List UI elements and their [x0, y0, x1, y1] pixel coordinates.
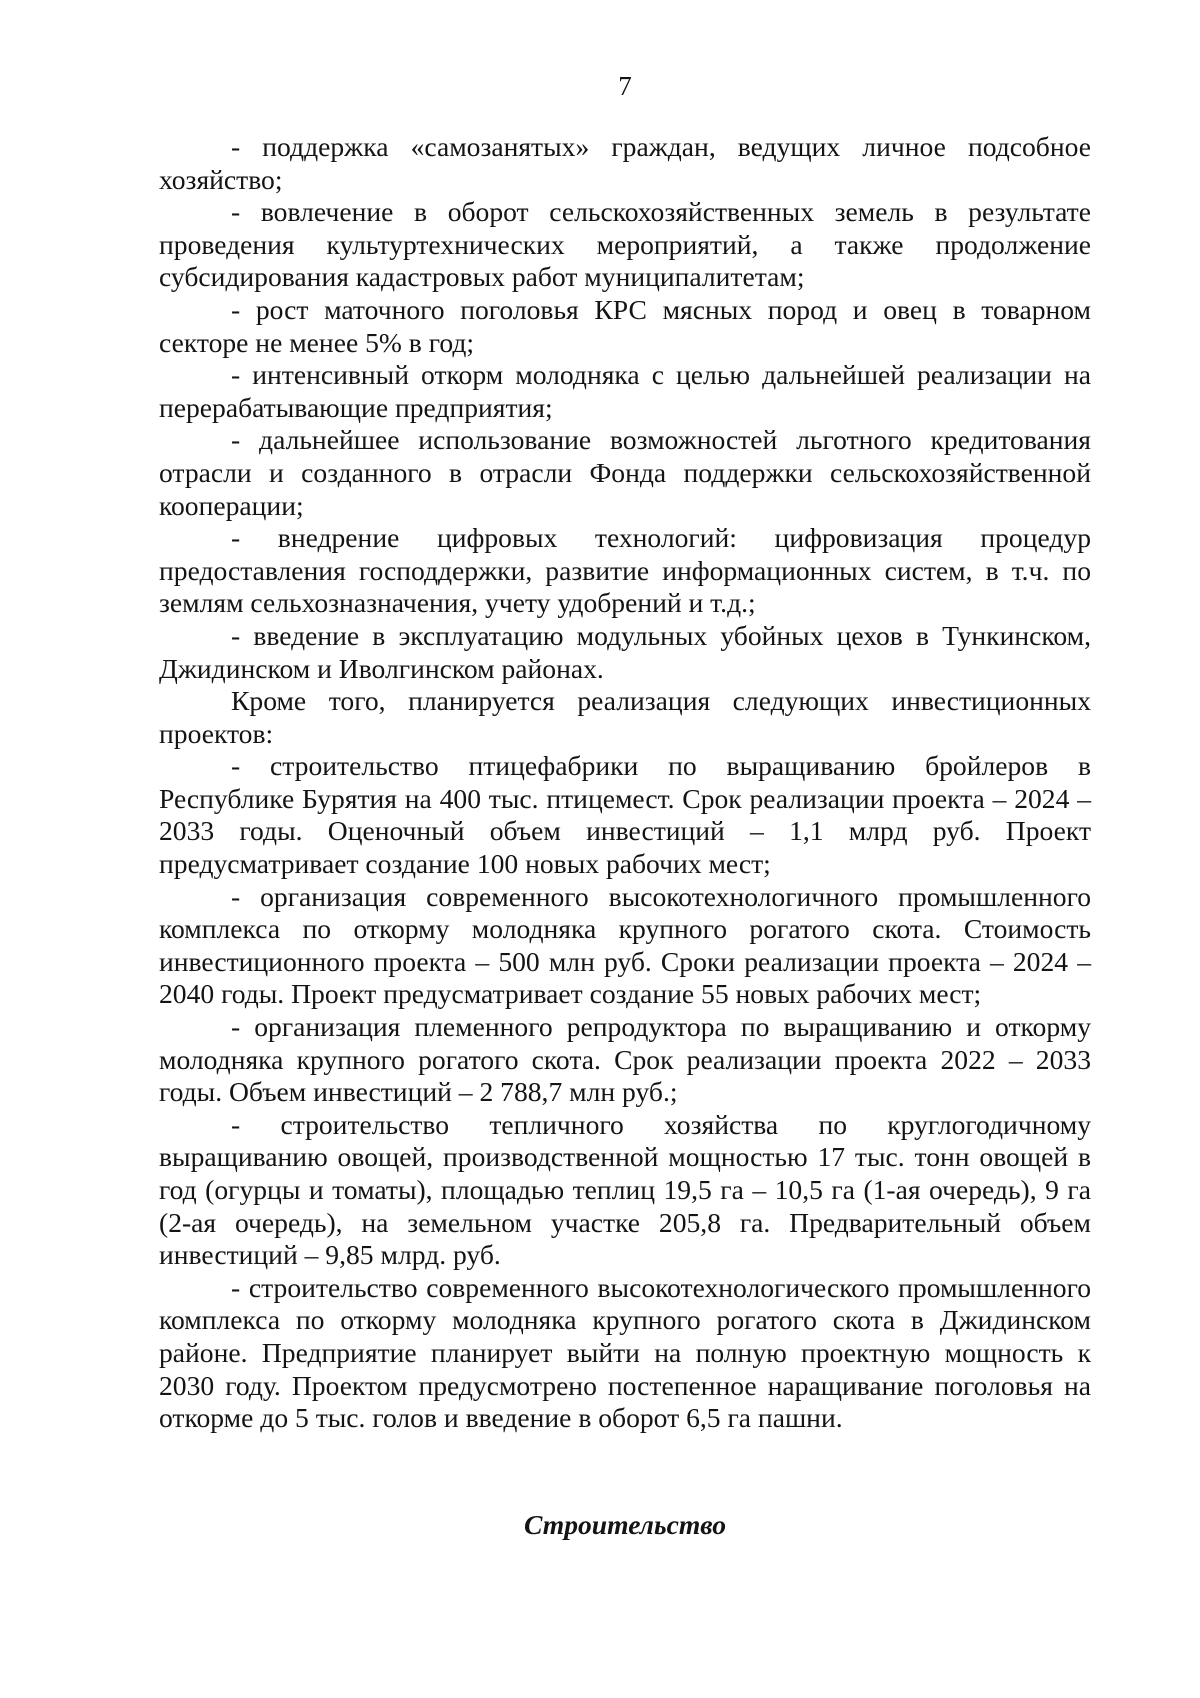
paragraph-slaughter-shops: - введение в эксплуатацию модульных убойных цехов в Тункинском, Джидинском и Иволгинском районах. — [159, 619, 1091, 684]
paragraph-self-employed-support: - поддержка «самозанятых» граждан, ведущих личное подсобное хозяйство; — [159, 131, 1091, 195]
paragraph-digital-technologies: - внедрение цифровых технологий: цифровизация процедур предоставления господдержки, развитие информационных систем, в т.ч. по землям сельхозназначения, учету удобрений и т.д.; — [159, 522, 1091, 619]
paragraph-intensive-fattening: - интенсивный откорм молодняка с целью дальнейшей реализации на перерабатывающие предприятия; — [159, 359, 1091, 423]
paragraph-breeding-reproducer: - организация племенного репродуктора по выращиванию и откорму молодняка крупного рогатого скота. Срок реализации проекта 2022 – 2033 годы. Объем инвестиций – 2 788,7 млн руб.; — [159, 1011, 1091, 1108]
paragraph-preferential-lending: - дальнейшее использование возможностей льготного кредитования отрасли и созданного в отрасли Фонда поддержки сельскохозяйственной кооперации; — [159, 424, 1091, 521]
paragraph-investment-intro: Кроме того, планируется реализация следующих инвестиционных проектов: — [159, 685, 1091, 749]
document-body — [159, 131, 1091, 1435]
paragraph-livestock-growth: - рост маточного поголовья КРС мясных пород и овец в товарном секторе не менее 5% в год; — [159, 293, 1091, 358]
paragraph-dzhida-complex: - строительство современного высокотехнологического промышленного комплекса по откорму молодняка крупного рогатого скота в Джидинском районе. Предприятие планирует выйти на полную проектную мощность к 2030 году. Проектом предусмотрено постепенное наращивание поголовья на откорме до 5 тыс. голов и введение в оборот 6,5 га пашни. — [159, 1271, 1091, 1434]
paragraph-greenhouse: - строительство тепличного хозяйства по круглогодичному выращиванию овощей, производственной мощностью 17 тыс. тонн овощей в год (огурцы и томаты), площадью теплиц 19,5 га – 10,5 га (1-ая очередь), 9 га (2-ая очередь), на земельном участке 205,8 га. Предварительный объем инвестиций – 9,85 млрд. руб. — [159, 1108, 1091, 1271]
paragraph-poultry-farm: - строительство птицефабрики по выращиванию бройлеров в Республике Бурятия на 400 тыс. птицемест. Срок реализации проекта – 2024 – 2033 годы. Оценочный объем инвестиций – 1,1 млрд руб. Проект предусматривает создание 100 новых рабочих мест; — [159, 750, 1091, 880]
section-heading: Строительство — [523, 1509, 727, 1540]
paragraph-land-circulation: - вовлечение в оборот сельскохозяйственных земель в результате проведения культуртехнических мероприятий, а также продолжение субсидирования кадастровых работ муниципалитетам; — [159, 196, 1091, 293]
page-number: 7 — [618, 71, 632, 101]
paragraph-cattle-fattening-complex: - организация современного высокотехнологичного промышленного комплекса по откорму молодняка крупного рогатого скота. Стоимость инвестиционного проекта – 500 млн руб. Сроки реализации проекта – 2024 – 2040 годы. Проект предусматривает создание 55 новых рабочих мест; — [159, 880, 1091, 1010]
